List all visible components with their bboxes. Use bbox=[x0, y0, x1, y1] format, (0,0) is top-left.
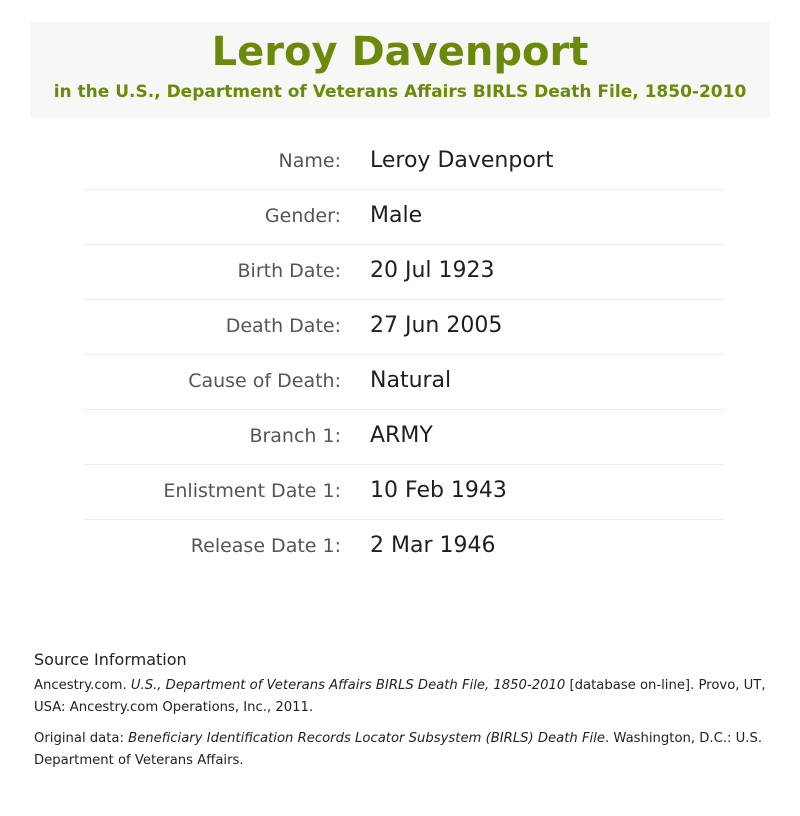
person-name-title: Leroy Davenport bbox=[211, 29, 589, 75]
field-label: Branch 1: bbox=[249, 425, 341, 447]
field-label: Release Date 1: bbox=[190, 535, 341, 557]
record-row-death-date bbox=[84, 300, 724, 355]
record-row-branch bbox=[84, 410, 724, 465]
source-original-data bbox=[34, 728, 774, 772]
field-label: Death Date: bbox=[225, 315, 341, 337]
record-row-gender bbox=[84, 190, 724, 245]
field-value: 10 Feb 1943 bbox=[370, 478, 507, 503]
original-title: Beneficiary Identification Records Locator Subsystem (BIRLS) Death File bbox=[128, 731, 605, 746]
field-value: ARMY bbox=[370, 423, 433, 448]
record-header bbox=[30, 22, 770, 118]
citation-suffix: [database on-line]. Provo, UT, USA: Ancestry.com Operations, Inc., 2011. bbox=[34, 678, 766, 715]
citation-prefix: Ancestry.com. bbox=[34, 678, 131, 693]
source-heading: Source Information bbox=[34, 650, 187, 669]
field-label: Name: bbox=[278, 150, 341, 172]
original-suffix: . Washington, D.C.: U.S. Department of Veterans Affairs. bbox=[34, 731, 763, 768]
field-value: Leroy Davenport bbox=[370, 148, 554, 173]
record-row-cause-of-death bbox=[84, 355, 724, 410]
original-prefix: Original data: bbox=[34, 731, 129, 746]
record-row-enlistment-date bbox=[84, 465, 724, 520]
source-information bbox=[34, 648, 774, 781]
field-label: Birth Date: bbox=[237, 260, 341, 282]
field-label: Enlistment Date 1: bbox=[163, 480, 341, 502]
field-label: Gender: bbox=[264, 205, 341, 227]
field-value: 2 Mar 1946 bbox=[370, 533, 496, 558]
record-row-birth-date bbox=[84, 245, 724, 300]
record-row-release-date bbox=[84, 520, 724, 574]
record-details-table bbox=[84, 135, 724, 574]
field-value: Natural bbox=[370, 368, 452, 393]
field-value: Male bbox=[370, 203, 423, 228]
field-value: 20 Jul 1923 bbox=[370, 258, 495, 283]
record-row-name bbox=[84, 135, 724, 190]
field-label: Cause of Death: bbox=[188, 370, 341, 392]
field-value: 27 Jun 2005 bbox=[370, 313, 503, 338]
source-citation bbox=[34, 675, 774, 719]
collection-subtitle: in the U.S., Department of Veterans Affairs BIRLS Death File, 1850-2010 bbox=[53, 82, 747, 102]
citation-title: U.S., Department of Veterans Affairs BIRLS Death File, 1850-2010 bbox=[130, 678, 566, 693]
